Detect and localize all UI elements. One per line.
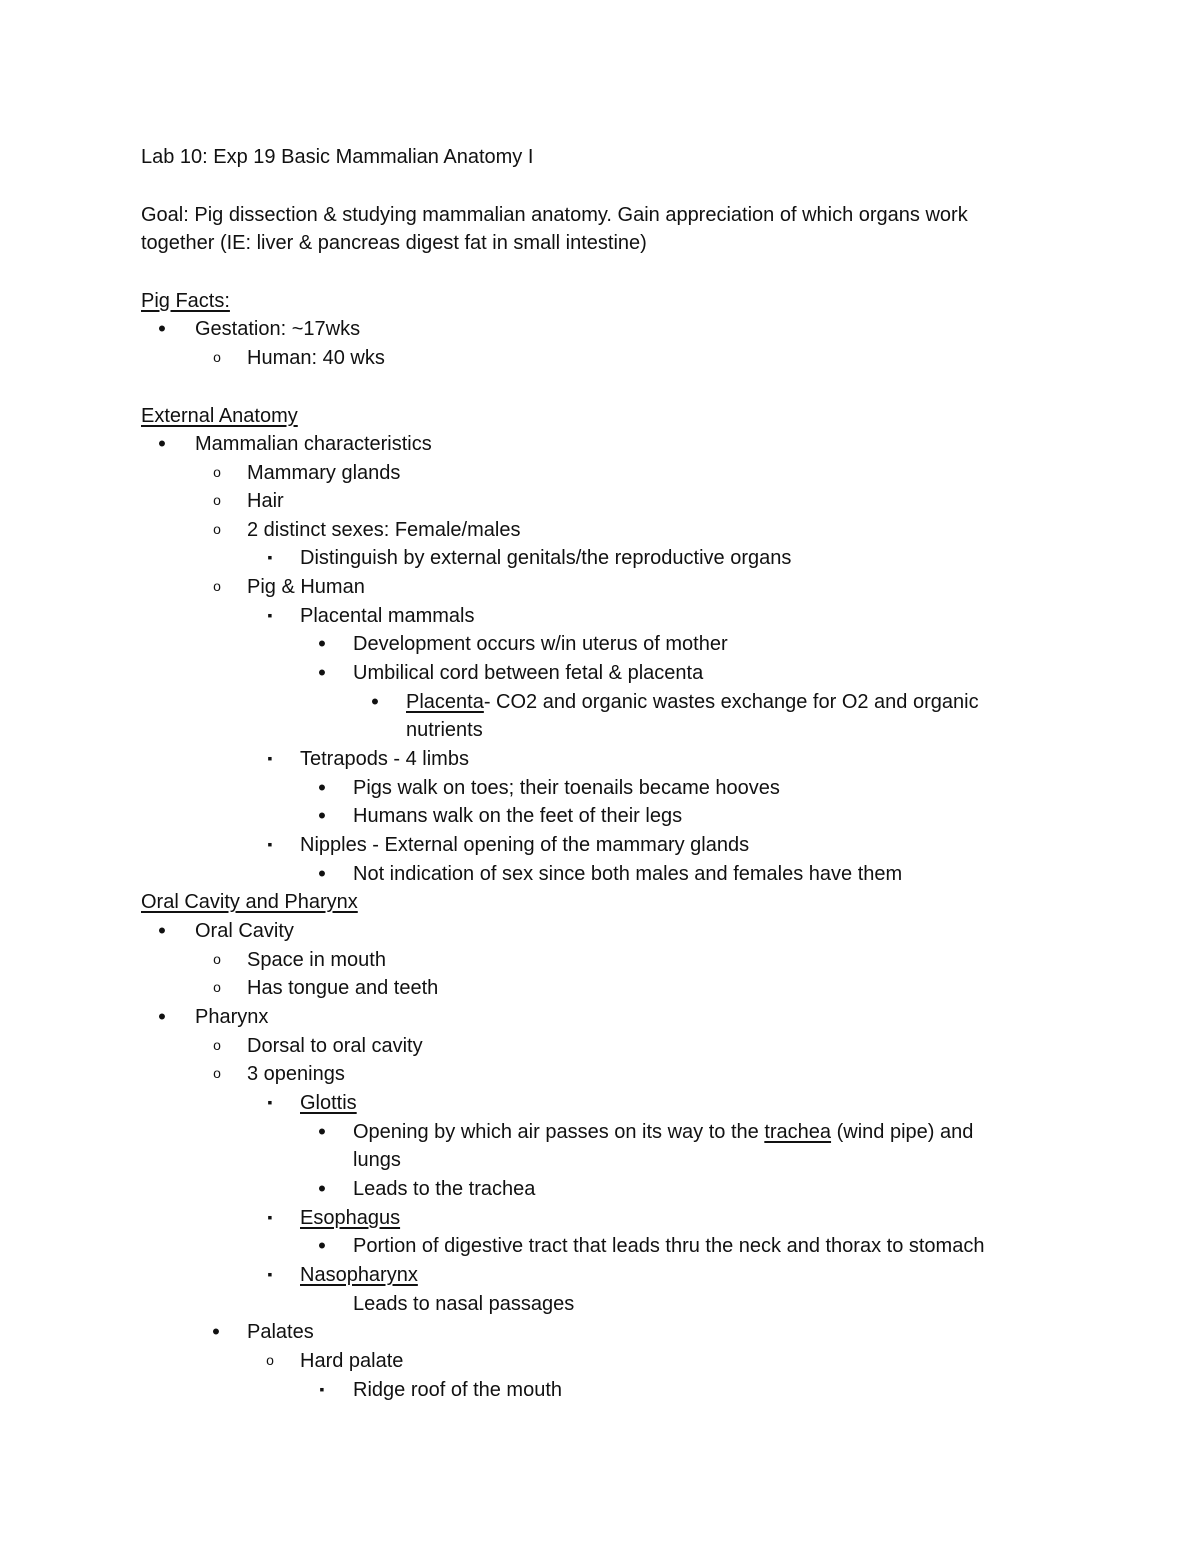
list-item-openings: 3 openings [247, 1063, 345, 1085]
list-item-humans-walk: Humans walk on the feet of their legs [353, 805, 683, 827]
list-item-pharynx: Pharynx [195, 1006, 269, 1028]
list-item-placental-mammals: Placental mammals [300, 605, 475, 627]
bullet-circle-icon [207, 344, 227, 373]
bullet-disc-icon [312, 1175, 332, 1204]
bullet-square-icon [260, 1089, 280, 1118]
opening-text-start: Opening by which air passes on its way to the [353, 1121, 765, 1143]
bullet-square-icon [260, 745, 280, 774]
list-item-leads-nasal: Leads to nasal passages [353, 1293, 575, 1315]
list-item-ridge: Ridge roof of the mouth [353, 1379, 563, 1401]
goal-line-1: Goal: Pig dissection & studying mammalian anatomy. Gain appreciation of which organs work [141, 204, 968, 226]
bullet-circle-icon [207, 573, 227, 602]
opening-text-end: (wind pipe) and [831, 1121, 974, 1143]
trachea-term: trachea [764, 1121, 832, 1143]
bullet-square-icon [260, 544, 280, 573]
list-item-mammalian: Mammalian characteristics [195, 433, 432, 455]
list-item-dorsal: Dorsal to oral cavity [247, 1035, 423, 1057]
list-item-leads-trachea: Leads to the trachea [353, 1178, 536, 1200]
bullet-disc-icon [152, 1003, 172, 1032]
bullet-square-icon [260, 831, 280, 860]
placenta-description: - CO2 and organic wastes exchange for O2 and organic [483, 691, 979, 713]
list-item-nipples: Nipples - External opening of the mammary glands [300, 834, 750, 856]
bullet-circle-icon [207, 1060, 227, 1089]
list-item-hard-palate: Hard palate [300, 1350, 404, 1372]
bullet-disc-icon [152, 315, 172, 344]
list-item-tetrapods: Tetrapods - 4 limbs [300, 748, 469, 770]
oral-cavity-heading: Oral Cavity and Pharynx [141, 891, 358, 913]
list-item-sexes: 2 distinct sexes: Female/males [247, 519, 521, 541]
external-anatomy-heading: External Anatomy [141, 405, 298, 427]
bullet-disc-icon [312, 1118, 332, 1147]
list-item-lungs: lungs [353, 1149, 401, 1171]
bullet-circle-icon [207, 946, 227, 975]
list-item-opening-air [353, 1118, 973, 1146]
list-item-glottis: Glottis [300, 1092, 357, 1114]
bullet-circle-icon [207, 974, 227, 1003]
list-item-placenta-continued: nutrients [406, 719, 483, 741]
bullet-square-icon [312, 1376, 332, 1405]
bullet-square-icon [260, 1261, 280, 1290]
bullet-circle-icon [207, 459, 227, 488]
list-item-umbilical: Umbilical cord between fetal & placenta [353, 662, 704, 684]
list-item-placenta [406, 688, 979, 716]
bullet-disc-icon [312, 802, 332, 831]
list-item-pig-human: Pig & Human [247, 576, 365, 598]
goal-line-2: together (IE: liver & pancreas digest fat in small intestine) [141, 232, 647, 254]
list-item-portion: Portion of digestive tract that leads thru the neck and thorax to stomach [353, 1235, 985, 1257]
bullet-circle-icon [207, 487, 227, 516]
bullet-disc-icon [312, 774, 332, 803]
bullet-disc-icon [152, 430, 172, 459]
list-item-pigs-walk: Pigs walk on toes; their toenails became hooves [353, 777, 780, 799]
bullet-square-icon [260, 1204, 280, 1233]
bullet-disc-icon [312, 659, 332, 688]
list-item-esophagus: Esophagus [300, 1207, 401, 1229]
list-item-palates: Palates [247, 1321, 314, 1343]
bullet-circle-icon [260, 1347, 280, 1376]
bullet-disc-icon [312, 1232, 332, 1261]
bullet-disc-icon [206, 1318, 226, 1347]
list-item-oral-cavity: Oral Cavity [195, 920, 294, 942]
bullet-disc-icon [152, 917, 172, 946]
list-item-gestation: Gestation: ~17wks [195, 318, 361, 340]
bullet-square-icon [260, 602, 280, 631]
placenta-term: Placenta [406, 691, 484, 713]
pig-facts-heading: Pig Facts: [141, 290, 230, 312]
list-item-development: Development occurs w/in uterus of mother [353, 633, 728, 655]
bullet-disc-icon [365, 688, 385, 717]
bullet-circle-icon [207, 516, 227, 545]
list-item-tongue: Has tongue and teeth [247, 977, 439, 999]
list-item-mammary: Mammary glands [247, 462, 401, 484]
bullet-disc-icon [312, 630, 332, 659]
list-item-space: Space in mouth [247, 949, 386, 971]
list-item-human-gestation: Human: 40 wks [247, 347, 385, 369]
list-item-not-indication: Not indication of sex since both males and females have them [353, 863, 903, 885]
list-item-distinguish: Distinguish by external genitals/the reproductive organs [300, 547, 792, 569]
list-item-hair: Hair [247, 490, 284, 512]
bullet-circle-icon [207, 1032, 227, 1061]
list-item-nasopharynx: Nasopharynx [300, 1264, 418, 1286]
document-title: Lab 10: Exp 19 Basic Mammalian Anatomy I [141, 146, 534, 168]
bullet-disc-icon [312, 860, 332, 889]
